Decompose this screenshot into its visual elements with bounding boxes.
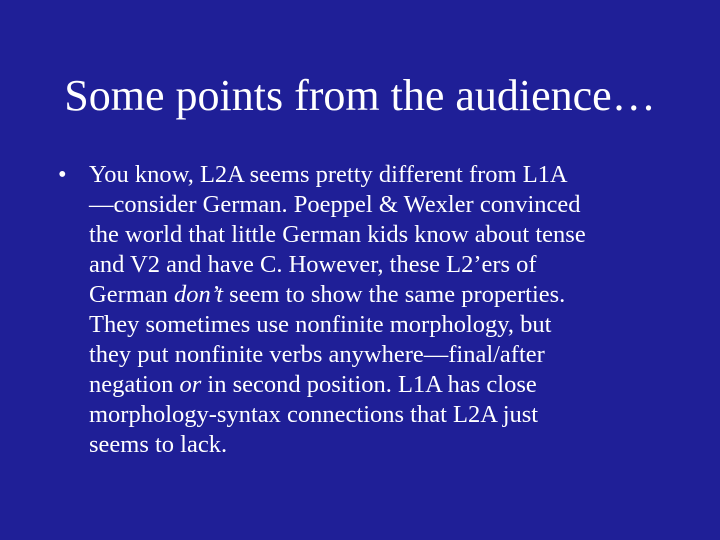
text-segment: German	[89, 281, 175, 308]
text-segment: they put nonfinite verbs anywhere—final/after	[89, 341, 545, 368]
text-segment: negation	[89, 371, 180, 398]
text-segment: seem to show the same properties.	[223, 281, 566, 308]
bullet-line	[89, 280, 658, 310]
text-segment: You know, L2A seems pretty different from L1A	[89, 161, 568, 188]
slide-title: Some points from the audience…	[64, 71, 656, 120]
bullet-dot-icon: •	[58, 161, 67, 188]
bullet-line	[89, 160, 658, 190]
emphasis-text: don’t	[174, 281, 224, 308]
text-segment: and V2 and have C. However, these L2’ers of	[89, 251, 537, 278]
bullet-line	[89, 430, 658, 460]
text-segment: the world that little German kids know about tense	[89, 221, 586, 248]
emphasis-text: or	[179, 371, 202, 398]
bullet-line	[89, 190, 658, 220]
text-segment: in second position. L1A has close	[201, 371, 537, 398]
bullet-item	[58, 160, 658, 460]
text-segment: seems to lack.	[89, 431, 228, 458]
bullet-line	[89, 310, 658, 340]
bullet-list	[58, 160, 658, 460]
text-segment: They sometimes use nonfinite morphology, but	[89, 311, 552, 338]
text-segment: —consider German. Poeppel & Wexler convinced	[89, 191, 581, 218]
bullet-line	[89, 400, 658, 430]
bullet-line	[89, 370, 658, 400]
bullet-line	[89, 250, 658, 280]
bullet-line	[89, 340, 658, 370]
bullet-text	[89, 160, 658, 460]
bullet-line	[89, 220, 658, 250]
text-segment: morphology-syntax connections that L2A just	[89, 401, 539, 428]
